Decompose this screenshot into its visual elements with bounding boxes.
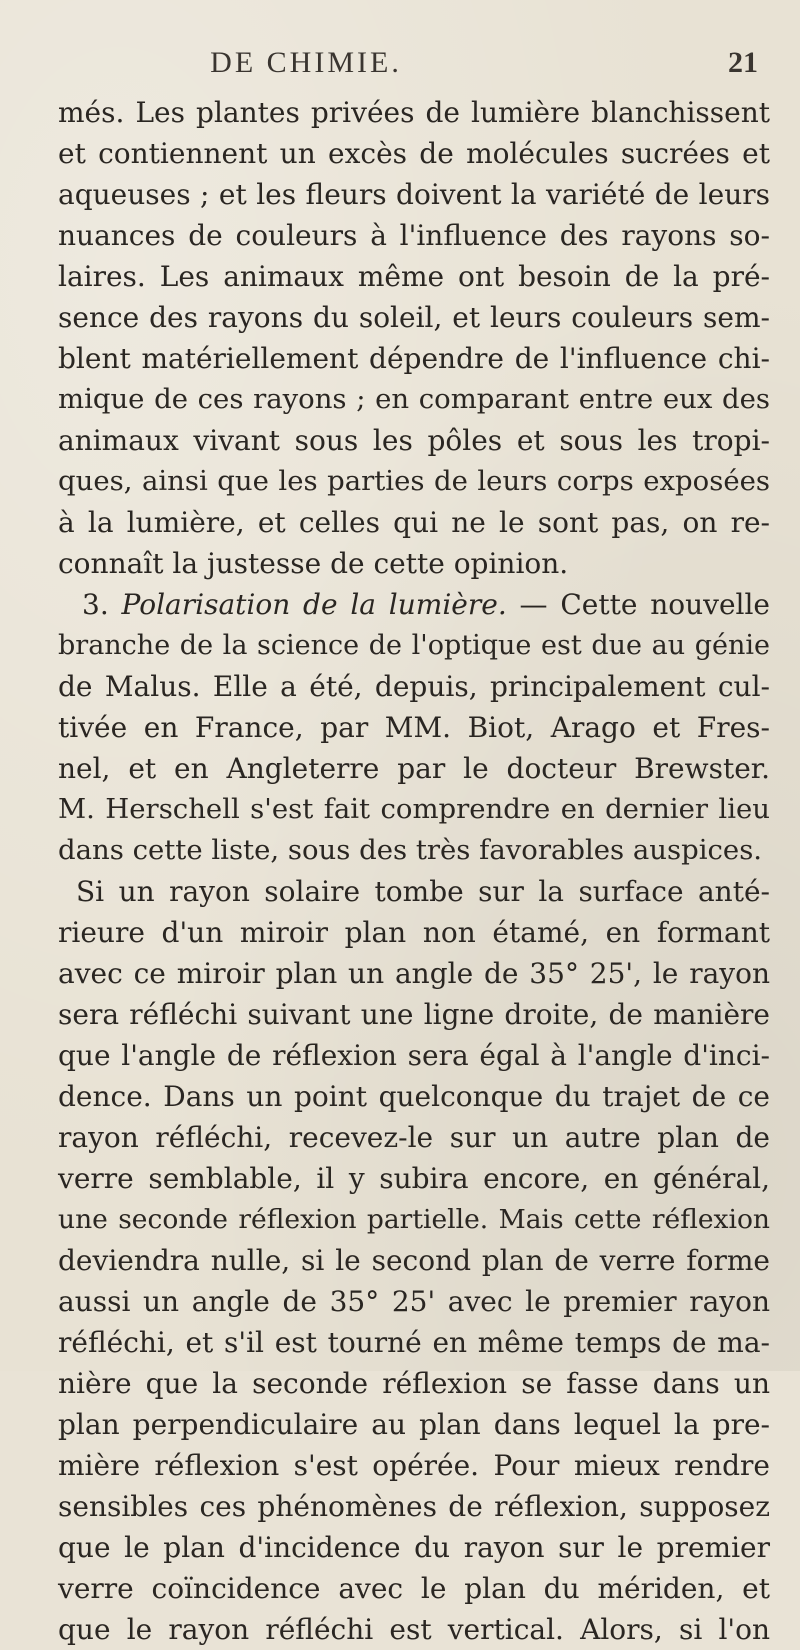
text-line: rieure d'un miroir plan non étamé, en formant (58, 916, 770, 949)
section-lead: — Cette nouvelle (506, 588, 770, 621)
text-line: nel, et en Angleterre par le docteur Brewster. (58, 752, 770, 785)
text-line: Si un rayon solaire tombe sur la surface anté- (76, 875, 770, 908)
text-line: blent matériellement dépendre de l'influence chi- (58, 342, 770, 375)
text-line: plan perpendiculaire au plan dans lequel la pre- (58, 1408, 770, 1441)
text-line: nière que la seconde réflexion se fasse dans un (58, 1367, 770, 1400)
text-line: tivée en France, par MM. Biot, Arago et Fres- (58, 711, 770, 744)
text-line: nuances de couleurs à l'influence des rayons so- (58, 219, 770, 252)
text-line: que le rayon réfléchi est vertical. Alors, si l'on (58, 1613, 770, 1646)
body-text (58, 92, 770, 1650)
text-line: més. Les plantes privées de lumière blanchissent (58, 96, 770, 129)
text-line: rayon réfléchi, recevez-le sur un autre plan de (58, 1121, 770, 1154)
text-line: à la lumière, et celles qui ne le sont pas, on re- (58, 506, 770, 539)
text-line: animaux vivant sous les pôles et sous les tropi- (58, 424, 770, 457)
section-heading-line (58, 584, 770, 625)
running-title: DE CHIMIE. (210, 46, 402, 79)
text-line: dence. Dans un point quelconque du trajet de ce (58, 1080, 770, 1113)
text-line: aussi un angle de 35° 25' avec le premier rayon (58, 1285, 770, 1318)
text-line: verre coïncidence avec le plan du mériden, et (58, 1572, 770, 1605)
text-line: verre semblable, il y subira encore, en général, (58, 1162, 770, 1195)
text-line: sence des rayons du soleil, et leurs couleurs sem- (58, 301, 770, 334)
text-line: branche de la science de l'optique est due au génie (58, 630, 770, 661)
page-number: 21 (728, 46, 758, 79)
running-head (0, 46, 800, 86)
text-line: et contiennent un excès de molécules sucrées et (58, 137, 770, 170)
text-line: laires. Les animaux même ont besoin de la pré- (58, 260, 770, 293)
text-line: réfléchi, et s'il est tourné en même temps de ma- (58, 1326, 770, 1359)
text-line: deviendra nulle, si le second plan de verre forme (58, 1244, 770, 1277)
text-line: sensibles ces phénomènes de réflexion, supposez (58, 1490, 770, 1523)
text-line: connaît la justesse de cette opinion. (58, 547, 569, 580)
text-line: aqueuses ; et les fleurs doivent la variété de leurs (58, 178, 770, 211)
text-line: avec ce miroir plan un angle de 35° 25', le rayon (58, 957, 770, 990)
text-line: ques, ainsi que les parties de leurs corps exposées (58, 465, 770, 497)
text-line: M. Herschell s'est fait comprendre en dernier lieu (58, 793, 770, 825)
section-title: Polarisation de la lumière. (121, 588, 507, 621)
section-number: 3. (82, 588, 122, 621)
text-line: une seconde réflexion partielle. Mais cette réflexion (58, 1204, 770, 1235)
text-line: sera réfléchi suivant une ligne droite, de manière (58, 998, 770, 1031)
text-line: que l'angle de réflexion sera égal à l'angle d'inci- (58, 1039, 770, 1072)
text-line: mière réflexion s'est opérée. Pour mieux rendre (58, 1449, 770, 1482)
text-line: mique de ces rayons ; en comparant entre eux des (58, 383, 770, 415)
text-line: de Malus. Elle a été, depuis, principalement cul- (58, 670, 770, 703)
text-line: que le plan d'incidence du rayon sur le premier (58, 1531, 770, 1564)
text-line: dans cette liste, sous des très favorables auspices. (58, 834, 763, 866)
